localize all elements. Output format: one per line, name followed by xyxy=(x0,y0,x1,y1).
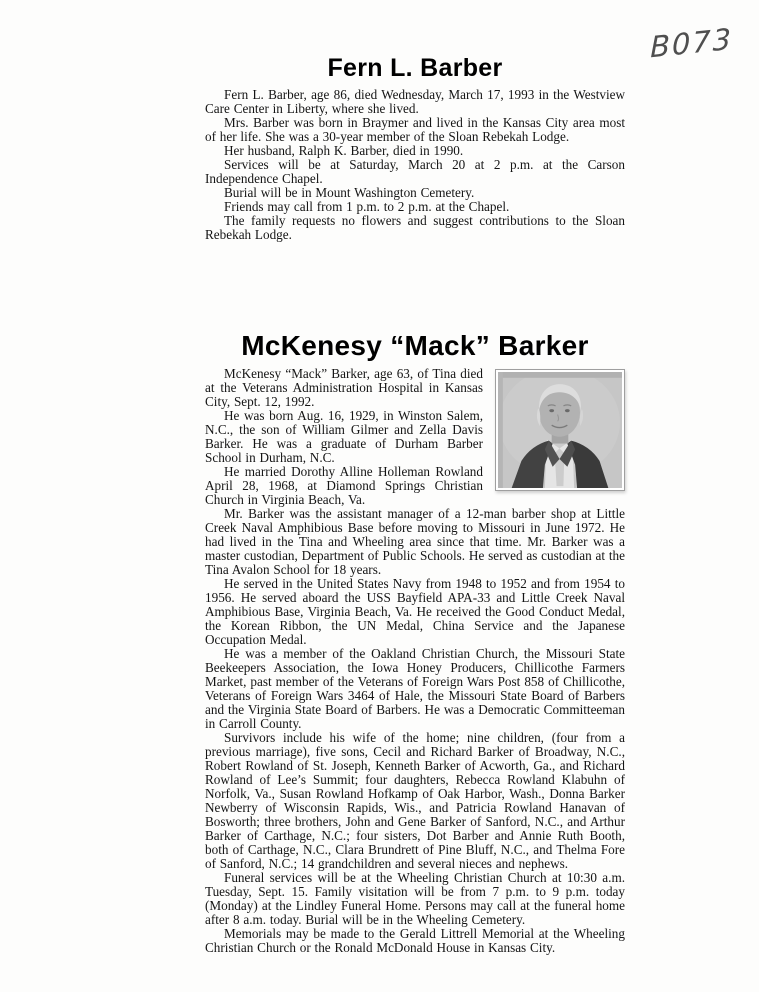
obituary-paragraph: Burial will be in Mount Washington Cemetery. xyxy=(224,185,475,200)
portrait-photo xyxy=(495,369,625,491)
obituary-body-fern xyxy=(205,88,625,242)
obituary-paragraph: Friends may call from 1 p.m. to 2 p.m. at the Chapel. xyxy=(224,199,510,214)
obituary-paragraph: He married Dorothy Alline Holleman Rowland April 28, 1968, at Diamond Springs Christian Church in Virginia Beach, Va. xyxy=(205,464,483,507)
obituary-mack-barker xyxy=(205,330,625,955)
obituary-paragraph: Her husband, Ralph K. Barber, died in 1990. xyxy=(224,143,464,158)
obituary-fern-barber xyxy=(205,54,625,242)
obituary-paragraph: Funeral services will be at the Wheeling Christian Church at 10:30 a.m. Tuesday, Sept. 15. Family visitation will be from 7 p.m. to 9 p.m. today (Monday) at the Lindley Funeral Home. Persons may call at the funeral home after 8 a.m. today. Burial will be in the Wheeling Cemetery. xyxy=(205,870,625,927)
obituary-paragraph: Mr. Barker was the assistant manager of a 12-man barber shop at Little Creek Naval Amphibious Base before moving to Missouri in June 1972. He had lived in the Tina and Wheeling area since that time. Mr. Barker was a master custodian, Department of Public Schools. He served as custodian at the Tina Avalon School for 18 years. xyxy=(205,506,625,577)
obituary-paragraph: Memorials may be made to the Gerald Littrell Memorial at the Wheeling Christian Church or the Ronald McDonald House in Kansas City. xyxy=(205,926,625,955)
obituary-paragraph: Services will be at Saturday, March 20 at 2 p.m. at the Carson Independence Chapel. xyxy=(205,157,625,186)
obituary-paragraph: Survivors include his wife of the home; nine children, (four from a previous marriage), five sons, Cecil and Richard Barker of Broadway, N.C., Robert Rowland of St. Joseph, Kenneth Barker of Acworth, Ga., and Richard Rowland of Lee’s Summit; four daughters, Rebecca Rowland Klabuhn of Norfolk, Va., Susan Rowland Hofkamp of Oak Harbor, Wash., Donna Barker Newberry of Wisconsin Rapids, Wis., and Patricia Rowland Hanavan of Bosworth; three brothers, John and Gene Barker of Sanford, N.C., and Arthur Barker of Carthage, N.C.; four sisters, Dot Barber and Annie Ruth Booth, both of Carthage, N.C., Clara Brundrett of Pine Bluff, N.C., and Thelma Fore of Sanford, N.C.; 14 grandchildren and several nieces and nephews. xyxy=(205,730,625,871)
obituary-title-fern: Fern L. Barber xyxy=(327,54,503,82)
obituary-paragraph: McKenesy “Mack” Barker, age 63, of Tina died at the Veterans Administration Hospital in Kansas City, Sept. 12, 1992. xyxy=(205,366,483,409)
obituary-paragraph: He was born Aug. 16, 1929, in Winston Salem, N.C., the son of William Gilmer and Zella Davis Barker. He was a graduate of Durham Barber School in Durham, N.C. xyxy=(205,408,483,465)
obituary-title-mack: McKenesy “Mack” Barker xyxy=(241,330,589,361)
obituary-body-mack xyxy=(205,367,625,955)
portrait-photo-art xyxy=(498,372,622,488)
obituary-paragraph: He was a member of the Oakland Christian Church, the Missouri State Beekeepers Association, the Iowa Honey Producers, Chillicothe Farmers Market, past member of the Veterans of Foreign Wars Post 858 of Chillicothe, Veterans of Foreign Wars 3464 of Hale, the Missouri State Board of Barbers and the Virginia State Board of Barbers. He was a Democratic Committeeman in Carroll County. xyxy=(205,646,625,731)
obituary-paragraph: He served in the United States Navy from 1948 to 1952 and from 1954 to 1956. He served aboard the USS Bayfield APA-33 and Little Creek Naval Amphibious Base, Virginia Beach, Va. He received the Good Conduct Medal, the Korean Ribbon, the UN Medal, China Service and the Japanese Occupation Medal. xyxy=(205,576,625,647)
obituary-paragraph: The family requests no flowers and suggest contributions to the Sloan Rebekah Lodge. xyxy=(205,213,625,242)
handwritten-annotation: B073 xyxy=(650,21,734,65)
obituary-paragraph: Fern L. Barber, age 86, died Wednesday, March 17, 1993 in the Westview Care Center in Liberty, where she lived. xyxy=(205,87,625,116)
obituary-paragraph: Mrs. Barber was born in Braymer and lived in the Kansas City area most of her life. She was a 30-year member of the Sloan Rebekah Lodge. xyxy=(205,115,625,144)
